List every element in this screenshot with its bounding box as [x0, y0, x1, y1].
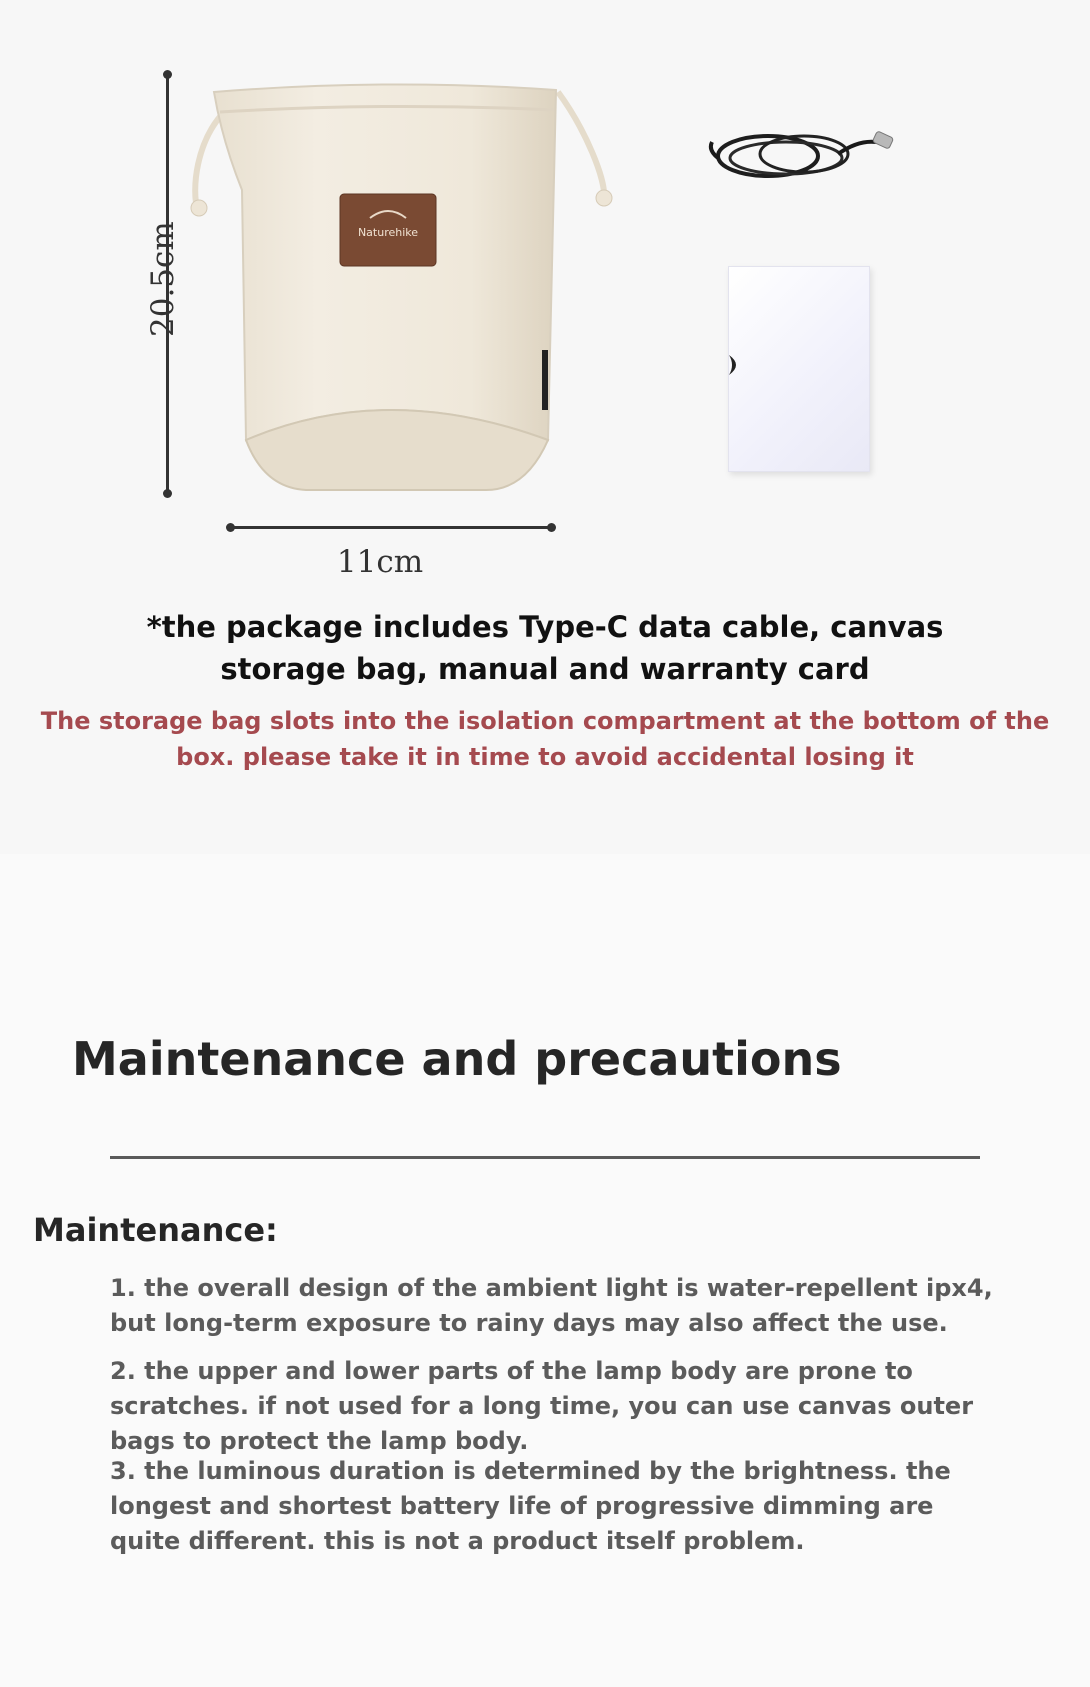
storage-bag-note: The storage bag slots into the isolation compartment at the bottom of the box. please take it in time to avoid accidental losing it — [40, 707, 1050, 771]
maintenance-subtitle: Maintenance: — [33, 1211, 278, 1249]
maintenance-item: 1. the overall design of the ambient light is water-repellent ipx4, but long-term exposure to rainy days may also affect the use. — [110, 1274, 993, 1337]
height-label: 20.5cm — [145, 221, 181, 337]
manual-warranty-card-image — [728, 266, 870, 472]
section-divider — [110, 1156, 980, 1159]
width-dimension-line — [230, 526, 552, 529]
maintenance-item: 3. the luminous duration is determined by the brightness. the longest and shortest battery life of progressive dimming are quite different. this is not a product itself problem. — [110, 1457, 951, 1555]
package-includes-text: *the package includes Type-C data cable, canvas storage bag, manual and warranty card — [146, 610, 944, 686]
bag-logo: Naturehike — [357, 226, 419, 239]
card-logo-icon — [723, 351, 743, 379]
type-c-cable-image — [708, 118, 904, 198]
canvas-storage-bag-image — [186, 80, 626, 500]
width-label: 11cm — [336, 544, 424, 580]
maintenance-item: 2. the upper and lower parts of the lamp body are prone to scratches. if not used for a long time, you can use canvas outer bags to protect the lamp body. — [110, 1357, 974, 1455]
section-title: Maintenance and precautions — [72, 1032, 842, 1086]
